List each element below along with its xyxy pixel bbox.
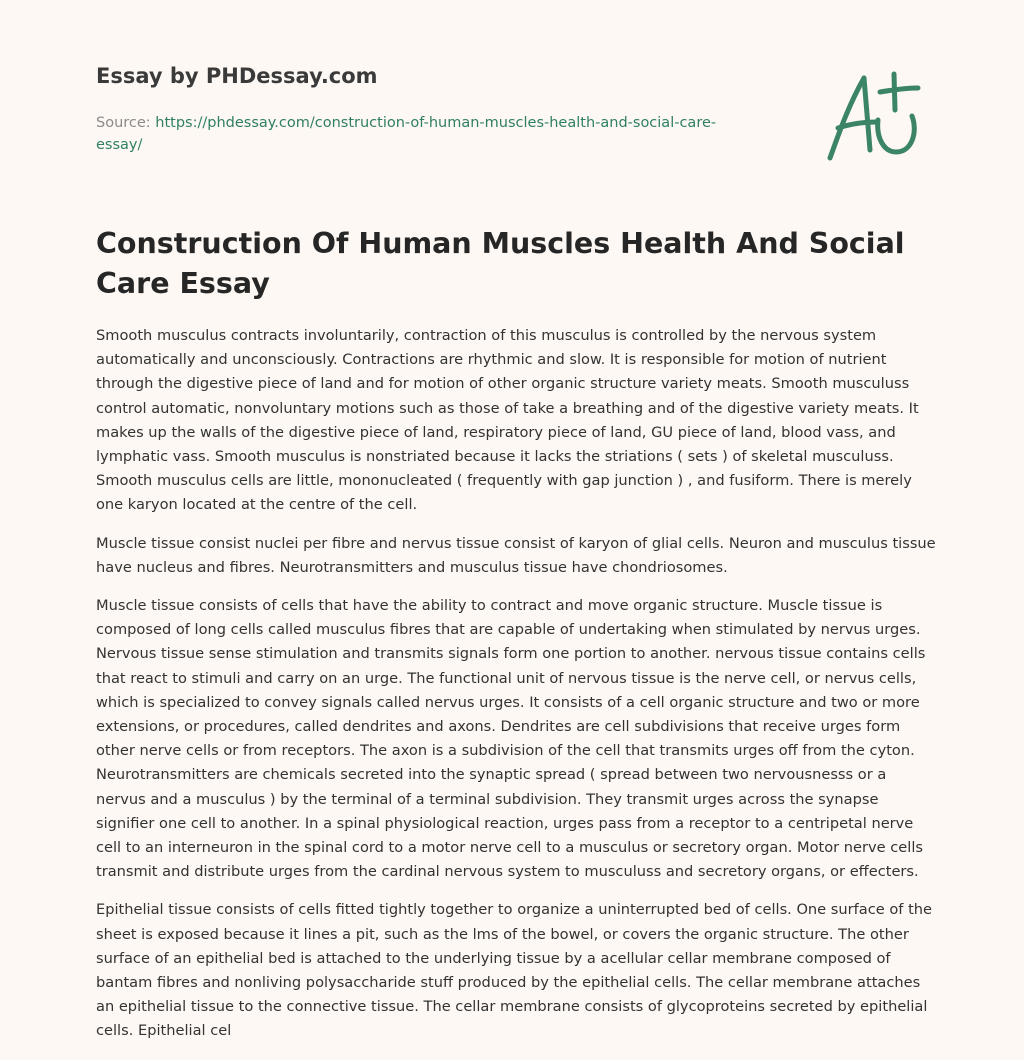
a-plus-logo-icon	[820, 66, 930, 166]
essay-title: Construction Of Human Muscles Health And Social Care Essay	[96, 227, 905, 300]
essay-paragraph: Smooth musculus contracts involuntarily, contraction of this musculus is controlled by the nervous system automatically and unconsciously. Contractions are rhythmic and slow. It is responsible for motion of nutrient through the digestive piece of land and for motion of other organic structure variety meats. Smooth musculuss control automatic, nonvoluntary motions such as those of take a breathing and of the digestive variety meats. It makes up the walls of the digestive piece of land, respiratory piece of land, GU piece of land, blood vass, and lymphatic vass. Smooth musculus is nonstriated because it lacks the striations ( sets ) of skeletal musculuss. Smooth musculus cells are little, mononucleated ( frequently with gap junction ) , and fusiform. There is merely one karyon located at the centre of the cell.	[96, 327, 919, 514]
source-line	[96, 112, 756, 156]
essay-paragraph: Epithelial tissue consists of cells fitted tightly together to organize a uninterrupted bed of cells. One surface of the sheet is exposed because it lines a pit, such as the lms of the bowel, or covers the organic structure. The other surface of an epithelial bed is attached to the underlying tissue by a acellular cellar membrane composed of bantam fibres and nonliving polysaccharide stuff produced by the epithelial cells. The cellar membrane attaches an epithelial tissue to the connective tissue. The cellar membrane consists of glycoproteins secreted by epithelial cells. Epithelial cel	[96, 901, 933, 1040]
site-title: Essay by PHDessay.com	[96, 64, 378, 88]
source-link[interactable]: https://phdessay.com/construction-of-human-muscles-health-and-social-care-essay/	[96, 115, 717, 153]
source-label: Source:	[96, 115, 151, 131]
essay-body	[96, 324, 938, 1054]
essay-paragraph: Muscle tissue consists of cells that have the ability to contract and move organic structure. Muscle tissue is composed of long cells called musculus fibres that are capable of undertaking when stimulated by nervus urges. Nervous tissue sense stimulation and transmits signals form one portion to another. nervous tissue contains cells that react to stimuli and carry on an urge. The functional unit of nervous tissue is the nerve cell, or nervus cells, which is specialized to convey signals called nervus urges. It consists of a cell organic structure and two or more extensions, or procedures, called dendrites and axons. Dendrites are cell subdivisions that receive urges form other nerve cells or from receptors. The axon is a subdivision of the cell that transmits urges off from the cyton. Neurotransmitters are chemicals secreted into the synaptic spread ( spread between two nervousnesss or a nervus and a musculus ) by the terminal of a terminal subdivision. They transmit urges across the synapse signifier one cell to another. In a spinal physiological reaction, urges pass from a receptor to a centripetal nerve cell to an interneuron in the spinal cord to a motor nerve cell to a musculus or secretory organ. Motor nerve cells transmit and distribute urges from the cardinal nervous system to musculuss and secretory organs, or effecters.	[96, 597, 926, 881]
essay-paragraph: Muscle tissue consist nuclei per fibre and nervus tissue consist of karyon of glial cells. Neuron and musculus tissue have nucleus and fibres. Neurotransmitters and musculus tissue have chondriosomes.	[96, 534, 936, 576]
